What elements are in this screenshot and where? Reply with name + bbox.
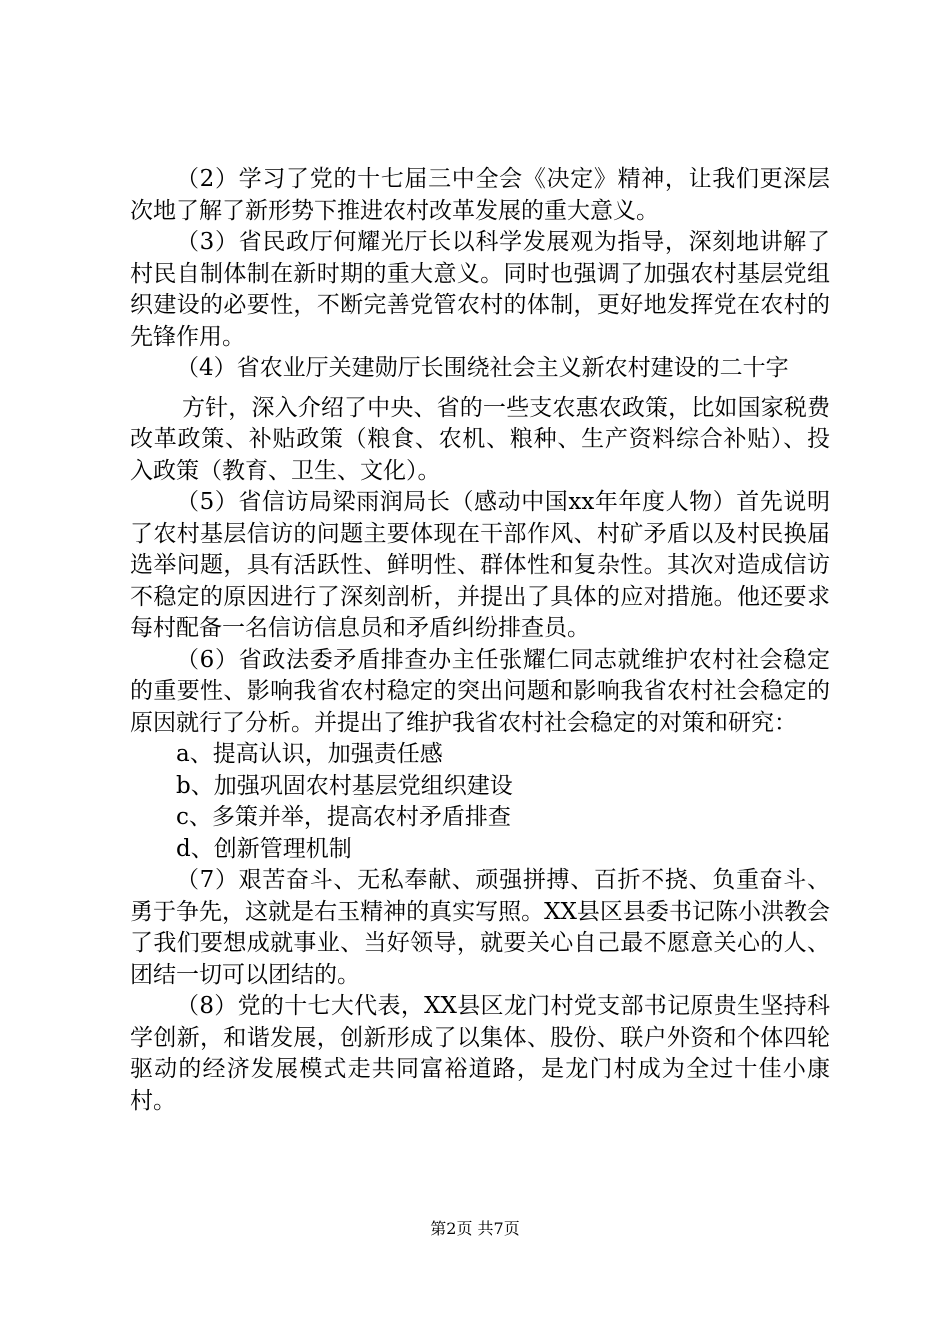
list-item-c: c、多策并举，提高农村矛盾排查 <box>176 804 511 830</box>
paragraph-8: （8）党的十七大代表，XX县区龙门村党支部书记原贵生坚持科学创新，和谐发展，创新形成了以集体、股份、联户外资和个体四轮驱动的经济发展模式走共同富裕道路，是龙门村成为全过十佳小康村。 <box>130 993 830 1114</box>
paragraph-4-body: 方针，深入介绍了中央、省的一些支农惠农政策，比如国家税费改革政策、补贴政策（粮食、农机、粮种、生产资料综合补贴）、投入政策（教育、卫生、文化）。 <box>130 394 830 484</box>
list-item-d: d、创新管理机制 <box>176 835 352 862</box>
list-item-a: a、提高认识，加强责任感 <box>176 741 443 767</box>
document-body <box>130 164 830 1117</box>
paragraph-6: （6）省政法委矛盾排查办主任张耀仁同志就维护农村社会稳定的重要性、影响我省农村稳定的突出问题和影响我省农村社会稳定的原因就行了分析。并提出了维护我省农村社会稳定的对策和研究： <box>130 646 830 736</box>
paragraph-3: （3）省民政厅何耀光厅长以科学发展观为指导，深刻地讲解了村民自制体制在新时期的重大意义。同时也强调了加强农村基层党组织建设的必要性，不断完善党管农村的体制，更好地发挥党在农村的先锋作用。 <box>130 229 830 350</box>
paragraph-2: （2）学习了党的十七届三中全会《决定》精神，让我们更深层次地了解了新形势下推进农村改革发展的重大意义。 <box>130 166 830 224</box>
list-item-b: b、加强巩固农村基层党组织建设 <box>176 772 513 799</box>
page-footer: 第2页 共7页 <box>430 1219 520 1238</box>
paragraph-5: （5）省信访局梁雨润局长（感动中国xx年年度人物）首先说明了农村基层信访的问题主要体现在干部作风、村矿矛盾以及村民换届选举问题，具有活跃性、鲜明性、群体性和复杂性。其次对造成信访不稳定的原因进行了深刻剖析，并提出了具体的应对措施。他还要求每村配备一名信访信息员和矛盾纠纷排查员。 <box>130 489 830 641</box>
paragraph-4-heading: （4）省农业厅关建勋厅长围绕社会主义新农村建设的二十字 <box>176 355 789 381</box>
paragraph-7: （7）艰苦奋斗、无私奉献、顽强拼搏、百折不挠、负重奋斗、勇于争先，这就是右玉精神的真实写照。XX县区县委书记陈小洪教会了我们要想成就事业、当好领导，就要关心自己最不愿意关心的人、团结一切可以团结的。 <box>130 867 830 988</box>
